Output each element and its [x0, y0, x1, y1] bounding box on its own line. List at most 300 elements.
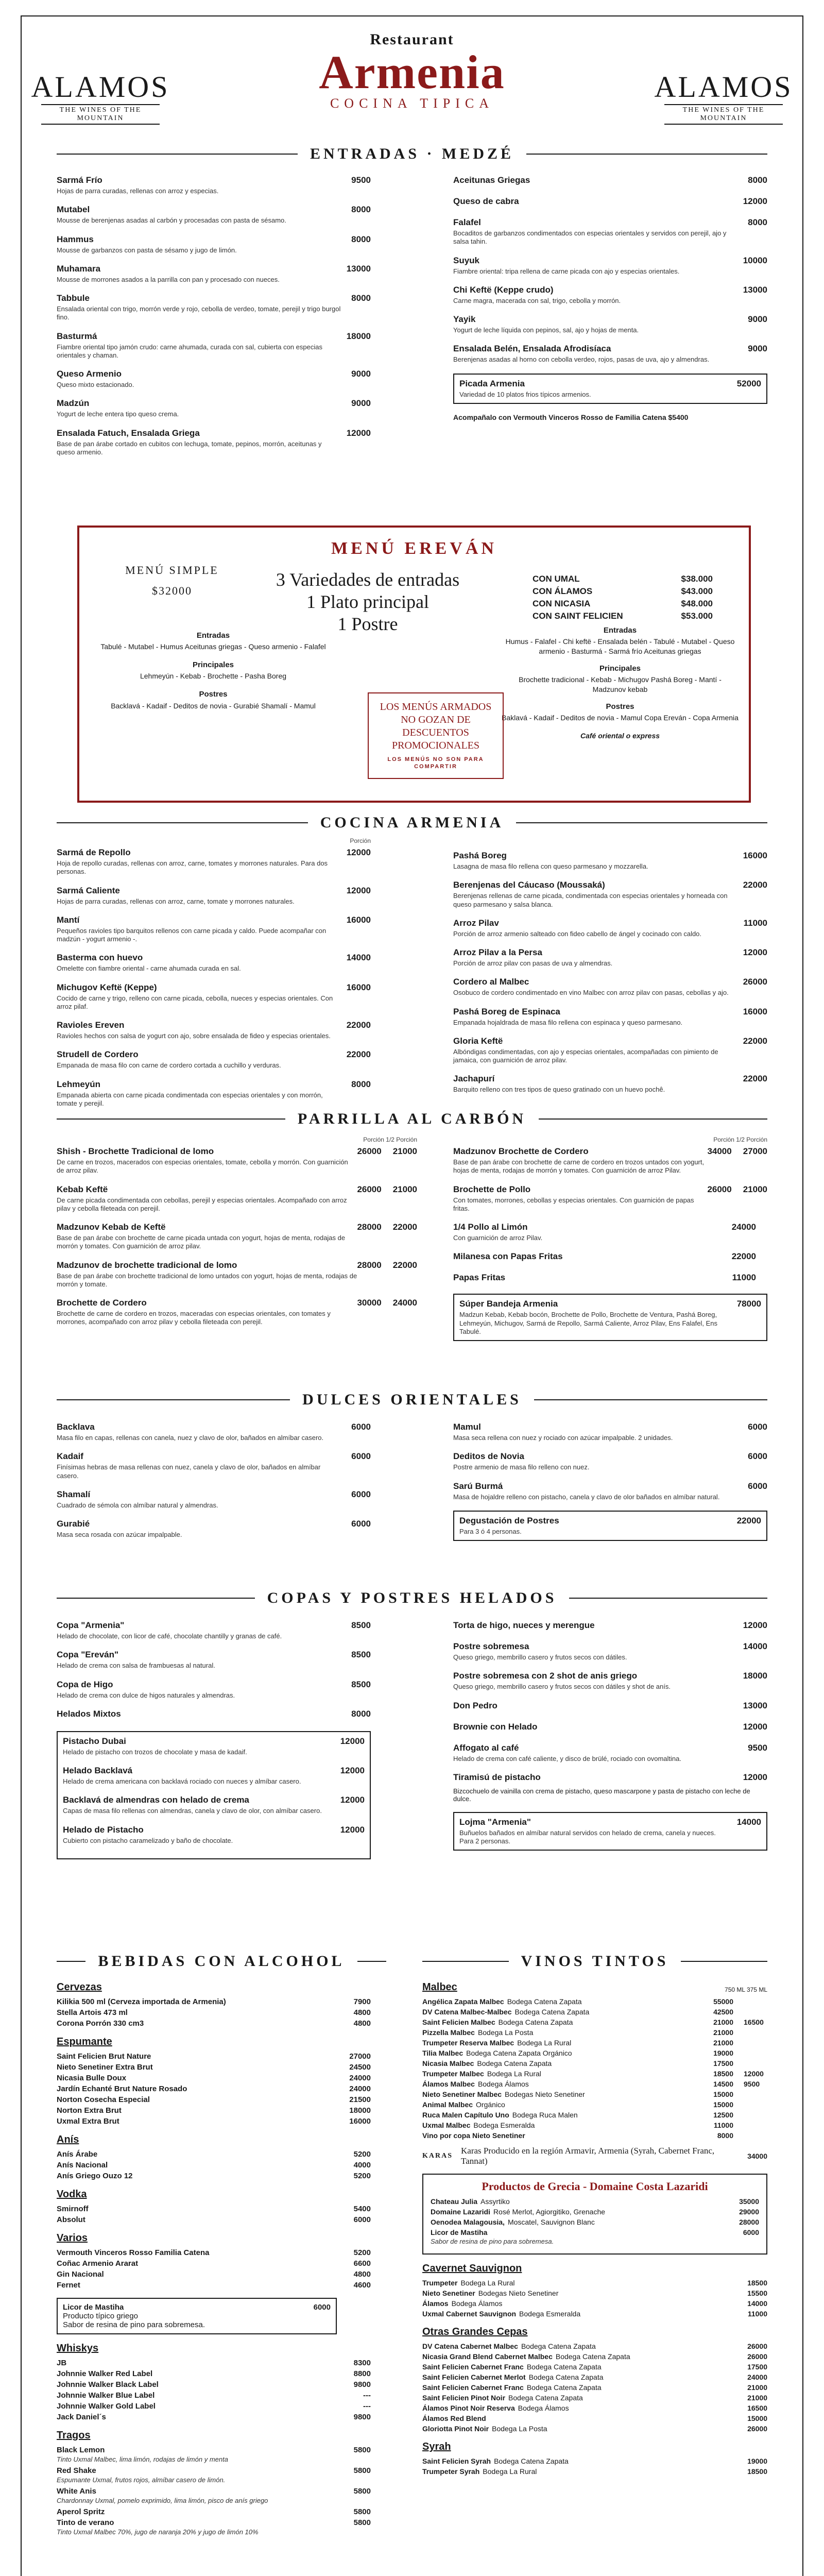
column-header: 750 ML 375 ML [725, 1986, 767, 1993]
menu-erevan-box [77, 526, 751, 803]
list-item [57, 2281, 371, 2290]
item-name: Yayik [453, 314, 476, 324]
item-name: Vino por copa Nieto Senetiner [422, 2131, 525, 2140]
menu-item [57, 953, 371, 973]
item-half-price: 16500 [744, 2018, 764, 2026]
item-price: 8500 [351, 1620, 371, 1630]
erevan-price-row [533, 599, 713, 609]
item-price: 26000 [707, 1184, 732, 1194]
item-desc: Helado de chocolate, con licor de café, chocolate chantilly y granas de café. [57, 1632, 282, 1640]
item-name: Uxmal Cabernet Sauvignon [422, 2310, 517, 2318]
menu-item [57, 1489, 371, 1510]
item-name: Sarmá de Repollo [57, 848, 131, 857]
item-name: Kadaif [57, 1451, 83, 1462]
item-desc: Berenjenas rellenas de carne picada, condimentada con especias orientales y horneada con queso parmesano y salsa blanca. [453, 892, 728, 908]
item-name: Hammus [57, 234, 94, 244]
item-price: 5200 [353, 2150, 371, 2159]
item-bodega: Bodega Esmeralda [519, 2310, 581, 2318]
dulces-right-column [453, 1422, 767, 1550]
item-desc: Helado de crema con salsa de frambuesas al natural. [57, 1662, 215, 1670]
item-name: Pashá Boreg de Espinaca [453, 1006, 560, 1016]
list-item [57, 2413, 371, 2421]
menu-item [57, 1260, 417, 1289]
item-name: Helados Mixtos [57, 1708, 121, 1719]
menu-item [453, 1772, 767, 1784]
menu-item [57, 1079, 371, 1108]
item-bodega: Bodega Ruca Malen [512, 2111, 578, 2119]
item-name: Papas Fritas [453, 1273, 506, 1283]
item-name: Oenodea Malagousia, [431, 2218, 505, 2226]
item-desc: Sabor de resina de pino para sobremesa. [63, 2320, 205, 2329]
section-heading: VINOS TINTOS [521, 1953, 669, 1970]
list-item [57, 2172, 371, 2180]
item-price: 8000 [351, 293, 371, 303]
entradas-right-column [453, 175, 767, 421]
grecia-note: Sabor de resina de pino para sobremesa. [431, 2238, 554, 2245]
item-price: 4800 [353, 2270, 371, 2279]
list-item [422, 2100, 767, 2109]
item-name: Cordero al Malbec [453, 977, 529, 987]
item-bodega: Bodega La Rural [487, 2070, 541, 2078]
item-name: Fernet [57, 2281, 80, 2290]
item-desc: Finísimas hebras de masa rellenas con nuez, canela y clavo de olor, bañados en almíbar casero. [57, 1463, 321, 1480]
item-name: Saint Felicien Malbec [422, 2018, 495, 2026]
item-half-price: 24000 [392, 1298, 417, 1308]
item-desc: Mousse de berenjenas asadas al carbón y procesadas con pasta de sésamo. [57, 216, 286, 225]
item-desc: Hojas de parra curadas, rellenas con arroz y especias. [57, 187, 219, 195]
item-desc: Con tomates, morrones, cebollas y especias orientales. Con guarnición de papas fritas. [453, 1196, 694, 1212]
item-half-price: 22000 [392, 1260, 417, 1270]
detail-heading: Entradas [196, 631, 230, 640]
item-name: Johnnie Walker Black Label [57, 2380, 159, 2389]
item-name: Tilia Malbec [422, 2049, 464, 2057]
item-bodega: Bodegas Nieto Senetiner [478, 2289, 559, 2297]
item-name: Madzunov de brochette tradicional de lomo [57, 1260, 237, 1270]
item-desc: Porción de arroz armenio salteado con fideo cabello de ángel y cocinado con caldo. [453, 929, 702, 938]
item-price: 35000 [739, 2197, 759, 2206]
list-item [422, 2279, 767, 2287]
item-name: Nieto Senetiner [422, 2289, 475, 2297]
list-item [422, 2394, 767, 2402]
list-item [422, 2404, 767, 2412]
menu-item [453, 977, 767, 997]
item-half-price [744, 2028, 767, 2037]
item-name: Norton Extra Brut [57, 2106, 122, 2115]
item-price: 5800 [353, 2518, 371, 2527]
price-value: $48.000 [681, 599, 713, 608]
item-price: 8000 [351, 1079, 371, 1089]
item-price: 17500 [747, 2363, 767, 2371]
item-bodega: Bodega Catena Zapata [526, 2363, 602, 2371]
item-desc: Mousse de morrones asados a la parrilla con pan y procesado con nueces. [57, 275, 280, 283]
item-name: Arroz Pilav a la Persa [453, 947, 542, 957]
item-bodega: Bodega Catena Zapata [526, 2383, 602, 2392]
item-price: 24500 [349, 2063, 371, 2072]
list-item [422, 2383, 767, 2392]
portion-header: Porción [350, 837, 371, 844]
item-name: Jachapurí [453, 1074, 495, 1084]
item-bodega: Bodega La Rural [517, 2039, 572, 2047]
item-price: 4000 [353, 2161, 371, 2170]
entradas-left-column [57, 175, 371, 466]
brand-name: Armenia [319, 46, 505, 98]
item-name: Copa "Armenia" [57, 1620, 125, 1630]
item-name: Uxmal Malbec [422, 2121, 471, 2129]
item-price: 12000 [743, 947, 767, 957]
no-discount-notice [368, 692, 504, 779]
menu-item [57, 1650, 371, 1670]
item-name: Red Shake [57, 2466, 96, 2475]
item-name: Brochette de Cordero [57, 1298, 147, 1308]
item-price: 11000 [713, 2121, 733, 2129]
detail-heading: Postres [199, 690, 228, 699]
item-name: Michugov Keftë (Keppe) [57, 982, 157, 992]
item-price: 10000 [743, 255, 767, 265]
item-bodega: Bodega Catena Zapata Orgánico [466, 2049, 572, 2057]
item-name: Corona Porrón 330 cm3 [57, 2019, 144, 2028]
section-heading: PARRILLA AL CARBÓN [297, 1110, 527, 1127]
item-price: 78000 [736, 1299, 761, 1309]
item-name: Ravioles Ereven [57, 1020, 125, 1030]
item-name: Brochette de Pollo [453, 1184, 531, 1194]
item-desc: Lasagna de masa filo rellena con queso parmesano y mozzarella. [453, 862, 648, 870]
item-price: 12000 [340, 1736, 365, 1746]
item-price: 6000 [351, 1451, 371, 1462]
item-price: 29000 [739, 2208, 759, 2216]
menu-item [57, 175, 371, 195]
item-name: Domaine Lazaridi [431, 2208, 490, 2216]
menu-simple-price: $32000 [152, 584, 192, 597]
item-price: 7900 [353, 1997, 371, 2006]
list-item [422, 2414, 767, 2422]
item-name: Anís Árabe [57, 2150, 98, 2159]
item-name: Backlavá de almendras con helado de crema [63, 1795, 249, 1805]
menu-item [63, 1736, 365, 1756]
menu-item [63, 1766, 365, 1786]
list-item [57, 2205, 371, 2213]
item-name: Saint Felicien Cabernet Franc [422, 2383, 524, 2392]
item-name: Ensalada Belén, Ensalada Afrodisíaca [453, 344, 611, 354]
list-item [57, 2248, 371, 2257]
list-item [57, 2259, 371, 2268]
item-name: Mantí [57, 914, 80, 925]
menu-simple-title: MENÚ SIMPLE [125, 564, 219, 577]
item-price: 6000 [353, 2215, 371, 2224]
item-name: Basterma con huevo [57, 953, 143, 963]
item-price: 55000 [713, 1997, 733, 2006]
item-price: 5800 [353, 2487, 371, 2496]
list-item [57, 2008, 371, 2017]
acompanalo-note: Acompañalo con Vermouth Vinceros Rosso de Familia Catena $5400 [453, 413, 689, 421]
item-name: Saint Felicien Cabernet Franc [422, 2363, 524, 2371]
item-price: 22000 [731, 1251, 756, 1262]
category-heading: Vodka [57, 2189, 87, 2200]
item-price: 22000 [346, 1049, 371, 1060]
list-item [422, 2363, 767, 2371]
menu-item [453, 1184, 767, 1213]
item-name: Deditos de Novia [453, 1451, 524, 1462]
section-title-dulces [57, 1391, 767, 1409]
item-bodega: Bodega Catena Zapata [477, 2059, 552, 2067]
item-desc: Masa filo en capas, rellenas con canela, nuez y clavo de olor, bañados en almíbar casero. [57, 1434, 324, 1442]
menu-item [453, 1722, 767, 1734]
erevan-price-row [533, 586, 713, 597]
list-item [422, 2467, 767, 2476]
list-item [57, 2369, 371, 2378]
item-desc: Helado de crema con café caliente, y disco de brülé, rociado con ovomaltina. [453, 1754, 681, 1762]
item-name: Vermouth Vinceros Rosso Familia Catena [57, 2248, 210, 2257]
item-name: Gloria Keftë [453, 1036, 503, 1046]
item-desc: Queso griego, membrillo casero y frutos secos con dátiles y shot de anís. [453, 1683, 671, 1691]
list-item [422, 2299, 767, 2308]
karas-price: 34000 [747, 2152, 767, 2160]
menu-item [57, 331, 371, 360]
list-item [57, 2063, 371, 2072]
item-name: Johnnie Walker Red Label [57, 2369, 153, 2378]
item-desc: Base de pan árabe con brochette de carne de cordero en trozos untados con yogurt, hojas de menta, rodajas de morrón y tomates. Con guarnición de arroz Pilav. [453, 1158, 705, 1175]
item-name: Helado Backlavá [63, 1766, 133, 1775]
item-price: 26000 [743, 977, 767, 987]
item-name: Gurabié [57, 1519, 90, 1529]
item-name: Nieto Senetiner Extra Brut [57, 2063, 153, 2072]
cocina-right-column [453, 851, 767, 1104]
copas-left-column [57, 1620, 371, 1859]
item-name: Mamul [453, 1422, 481, 1432]
item-desc: Postre armenio de masa filo relleno con nuez. [453, 1463, 590, 1471]
item-name: Absolut [57, 2215, 85, 2224]
list-item [431, 2197, 759, 2206]
item-desc: Brochette de carne de cordero en trozos, maceradas con especias orientales, con tomates y morrones, acompañado con arroz pilav y cebolla fileteada con perejil. [57, 1310, 331, 1326]
item-name: Saint Felicien Brut Nature [57, 2052, 151, 2061]
list-item [57, 1997, 371, 2006]
item-price: 14000 [736, 1817, 761, 1827]
category-heading: Malbec [422, 1981, 457, 1993]
item-name: Aperol Spritz [57, 2507, 105, 2516]
item-price: 5200 [353, 2172, 371, 2180]
item-price: 4800 [353, 2019, 371, 2028]
item-price: 5800 [353, 2446, 371, 2454]
item-bodega: Bodega Álamos [477, 2080, 529, 2088]
erevan-center [249, 569, 486, 636]
item-name: Chi Keftë (Keppe crudo) [453, 284, 554, 295]
menu-item [57, 428, 371, 457]
item-price: --- [363, 2402, 371, 2411]
item-price: --- [363, 2391, 371, 2400]
menu-item [63, 1795, 365, 1815]
item-price: 9500 [748, 1742, 767, 1753]
menu-item [453, 1701, 767, 1713]
item-desc: Cuadrado de sémola con almíbar natural y almendras. [57, 1501, 218, 1509]
section-title-entradas [57, 145, 767, 163]
tiramisu-note: Bizcochuelo de vainilla con crema de pistacho, queso mascarpone y pasta de pistacho con leche de dulce. [453, 1787, 750, 1803]
item-name: Nicasia Grand Blend Cabernet Malbec [422, 2352, 553, 2361]
item-price: 12000 [743, 196, 767, 206]
item-name: Trumpeter Syrah [422, 2467, 480, 2476]
item-desc: Hojas de parra curadas, rellenas con arroz, carne, tomate y morrones naturales. [57, 897, 295, 905]
item-price: 9000 [748, 344, 767, 354]
item-desc: Ravioles hechos con salsa de yogurt con ajo, sobre ensalada de fideo y especias orientales. [57, 1032, 331, 1040]
item-price: 9800 [353, 2413, 371, 2421]
item-desc: Yogurt de leche líquida con pepinos, sal, ajo y hojas de menta. [453, 326, 639, 334]
bebidas-alcohol-list [57, 1973, 371, 2539]
item-name: Tinto de verano [57, 2518, 114, 2527]
item-price: 19000 [713, 2049, 733, 2057]
item-bodega: Bodega Esmeralda [473, 2121, 535, 2129]
item-desc: Mousse de garbanzos con pasta de sésamo y jugo de limón. [57, 246, 237, 254]
item-name: Johnnie Walker Blue Label [57, 2391, 155, 2400]
item-name: DV Catena Malbec-Malbec [422, 2008, 512, 2016]
list-item [57, 2019, 371, 2028]
item-price: 22000 [743, 880, 767, 890]
menu-item [453, 1146, 767, 1175]
item-price: 4600 [353, 2281, 371, 2290]
menu-item [453, 1451, 767, 1471]
brand-tagline: COCINA TIPICA [330, 96, 494, 111]
item-desc: Carne magra, macerada con sal, trigo, cebolla y morrón. [453, 296, 621, 304]
item-name: Copa "Ereván" [57, 1650, 119, 1660]
menu-item [57, 1451, 371, 1480]
item-desc: Masa seca rosada con azúcar impalpable. [57, 1531, 182, 1538]
item-price: 5800 [353, 2466, 371, 2475]
restaurant-brand [0, 31, 824, 111]
item-price: 21500 [349, 2095, 371, 2104]
item-price: 6000 [351, 1489, 371, 1499]
list-item [57, 2084, 371, 2093]
item-name: Don Pedro [453, 1700, 497, 1710]
brand-prefix: Restaurant [370, 31, 454, 48]
item-name: Gloriotta Pinot Noir [422, 2425, 489, 2433]
section-heading: COPAS Y POSTRES HELADOS [267, 1589, 557, 1606]
list-item [422, 2457, 767, 2465]
menu-item [453, 175, 767, 187]
list-item [57, 2391, 371, 2400]
item-bodega: Bodega Catena Zapata [494, 2457, 569, 2465]
category-heading: Otras Grandes Cepas [422, 2326, 528, 2337]
menu-item [57, 1020, 371, 1040]
portion-header: Porción 1/2 Porción [363, 1136, 417, 1143]
item-desc: Fiambre oriental tipo jamón crudo: carne ahumada, curada con sal, cubierta con especias orientales y chaman. [57, 343, 322, 359]
item-bodega: Bodega Catena Zapata [507, 1997, 582, 2006]
menu-item [453, 1620, 767, 1632]
item-price: 6000 [351, 1519, 371, 1529]
item-half-price [744, 2131, 767, 2140]
picada-armenia [453, 374, 767, 404]
item-name: Sarú Burmá [453, 1481, 503, 1491]
list-item [57, 2095, 371, 2104]
section-heading: DULCES ORIENTALES [302, 1391, 522, 1408]
section-heading: BEBIDAS CON ALCOHOL [98, 1953, 345, 1970]
item-name: Affogato al café [453, 1742, 519, 1753]
item-bodega: Bodega Álamos [518, 2404, 569, 2412]
item-price: 24000 [747, 2373, 767, 2381]
detail-text: Brochette tradicional - Kebab - Michugov Pashá Boreg - Mantí - Madzunov kebab [519, 675, 722, 694]
parrilla-right-column [453, 1136, 767, 1350]
item-name: Stella Artois 473 ml [57, 2008, 128, 2017]
item-price: 8000 [351, 1708, 371, 1719]
detail-heading: Principales [599, 664, 641, 673]
item-name: Álamos Red Blend [422, 2414, 486, 2422]
item-bodega: Bodega Álamos [451, 2299, 503, 2308]
no-share-text: LOS MENÚS NO SON PARA COMPARTIR [387, 756, 484, 770]
item-price: 12000 [346, 848, 371, 857]
list-item [57, 2106, 371, 2115]
item-name: Basturmá [57, 331, 97, 341]
item-price: 26000 [747, 2342, 767, 2350]
item-name: Backlava [57, 1422, 95, 1432]
detail-text: Lehmeyún - Kebab - Brochette - Pasha Boreg [140, 672, 287, 681]
item-desc: Producto típico griego [63, 2312, 138, 2320]
item-desc: Con guarnición de arroz Pilav. [453, 1234, 543, 1242]
item-price: 8000 [717, 2131, 733, 2140]
menu-item [57, 1620, 371, 1640]
item-name: Kilikia 500 ml (Cerveza importada de Armenia) [57, 1997, 226, 2006]
item-name: Brownie con Helado [453, 1721, 538, 1732]
item-bodega: Assyrtiko [480, 2197, 510, 2206]
item-price: 6600 [353, 2259, 371, 2268]
item-price: 13000 [743, 284, 767, 295]
list-item [57, 2161, 371, 2170]
item-price: 8500 [351, 1650, 371, 1660]
menu-item [57, 234, 371, 255]
item-bodega: Bodegas Nieto Senetiner [505, 2090, 585, 2098]
item-price: 6000 [743, 2228, 759, 2236]
item-desc: Helado de crema americana con backlavá rociado con nueces y almíbar casero. [63, 1777, 301, 1785]
menu-item [453, 880, 767, 909]
item-price: 11000 [747, 2310, 767, 2318]
menu-item [453, 196, 767, 208]
item-desc: De carne en trozos, macerados con especias orientales, tomate, cebolla y morrón. Con guarnición de arroz pilav. [57, 1158, 348, 1175]
item-desc: Buñuelos bañados en almíbar natural servidos con helado de crema, canela y nueces. Para 2 personas. [459, 1828, 716, 1845]
item-price: 18500 [747, 2467, 767, 2476]
item-price: 12000 [743, 1721, 767, 1732]
item-bodega: Bodega La Posta [492, 2425, 547, 2433]
item-price: 12000 [346, 428, 371, 438]
item-price: 16000 [346, 914, 371, 925]
list-item [422, 2373, 767, 2381]
menu-item [453, 1743, 767, 1763]
item-price: 16000 [743, 1006, 767, 1016]
list-item [431, 2228, 759, 2236]
item-half-price [744, 2049, 767, 2057]
item-name: Tabbule [57, 293, 90, 303]
item-name: Kebab Keftë [57, 1184, 108, 1194]
portion-header: Porción 1/2 Porción [713, 1136, 767, 1143]
item-name: Animal Malbec [422, 2100, 473, 2109]
item-name: Shamalí [57, 1489, 91, 1499]
item-desc: Base de pan árabe con brochette tradicional de lomo untados con yogurt, hojas de menta, rodajas de morrón y tomate. [57, 1272, 357, 1288]
item-half-price: 21000 [743, 1184, 767, 1194]
item-price: 8000 [351, 205, 371, 215]
item-half-price: 12000 [744, 2070, 764, 2078]
item-price: 24000 [731, 1222, 756, 1232]
item-price: 9000 [748, 314, 767, 324]
item-price: 21000 [747, 2383, 767, 2392]
list-item [422, 2310, 767, 2318]
item-name: Trumpeter Malbec [422, 2070, 484, 2078]
item-price: 14000 [743, 1641, 767, 1651]
item-bodega: Bodega Catena Zapata [555, 2352, 630, 2361]
item-name: Madzunov Kebab de Keftë [57, 1222, 166, 1232]
menu-simple [100, 564, 244, 598]
item-name: Berenjenas del Cáucaso (Moussaká) [453, 880, 605, 890]
item-half-price [744, 2121, 767, 2129]
item-half-price: 27000 [743, 1146, 767, 1156]
item-price: 6000 [351, 1422, 371, 1432]
item-desc: Cocido de carne y trigo, relleno con carne picada, cebolla, nueces y especias orientales. Con arroz pilaf. [57, 994, 333, 1010]
list-item [422, 2070, 767, 2078]
item-desc: Empanada abierta con carne picada condimentada con especias orientales y con morrón, tomate y perejil. [57, 1091, 323, 1107]
menu-item [453, 1641, 767, 1662]
